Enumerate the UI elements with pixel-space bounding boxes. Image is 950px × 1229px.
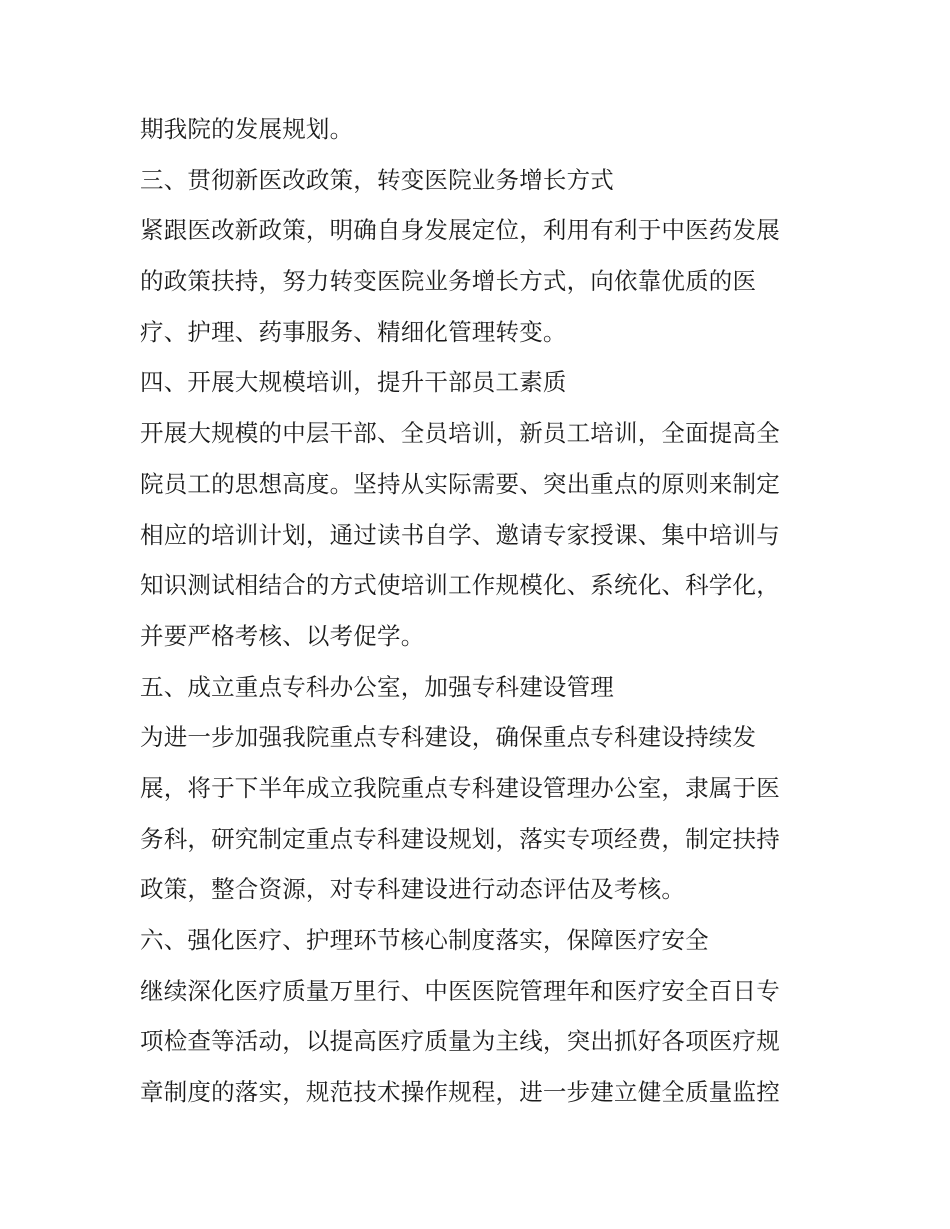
paragraph-line: 务科，研究制定重点专科建设规划，落实专项经费，制定扶持	[140, 824, 780, 853]
document-body	[140, 104, 820, 1118]
paragraph-line: 政策，整合资源，对专科建设进行动态评估及考核。	[140, 875, 686, 904]
section-heading-6: 六、强化医疗、护理环节核心制度落实，保障医疗安全	[140, 926, 709, 954]
paragraph-line: 展，将于下半年成立我院重点专科建设管理办公室，隶属于医	[140, 773, 780, 802]
paragraph-line: 紧跟医改新政策，明确自身发展定位，利用有利于中医药发展	[140, 216, 780, 245]
paragraph-line: 疗、护理、药事服务、精细化管理转变。	[140, 317, 567, 346]
paragraph-line: 知识测试相结合的方式使培训工作规模化、系统化、科学化，	[140, 571, 780, 600]
section-heading-5: 五、成立重点专科办公室，加强专科建设管理	[140, 672, 614, 701]
paragraph-line: 项检查等活动，以提高医疗质量为主线，突出抓好各项医疗规	[140, 1027, 780, 1056]
section-heading-4: 四、开展大规模培训，提升干部员工素质	[140, 368, 567, 397]
paragraph-line: 的政策扶持，努力转变医院业务增长方式，向依靠优质的医	[140, 267, 757, 296]
paragraph-line: 期我院的发展规划。	[140, 115, 354, 143]
paragraph-line: 继续深化医疗质量万里行、中医医院管理年和医疗安全百日专	[140, 976, 780, 1005]
paragraph-line: 相应的培训计划，通过读书自学、邀请专家授课、集中培训与	[140, 520, 780, 549]
paragraph-line: 院员工的思想高度。坚持从实际需要、突出重点的原则来制定	[140, 469, 780, 498]
paragraph-line: 章制度的落实，规范技术操作规程，进一步建立健全质量监控	[140, 1078, 780, 1107]
paragraph-line: 并要严格考核、以考促学。	[140, 621, 425, 650]
paragraph-line: 开展大规模的中层干部、全员培训，新员工培训，全面提高全	[140, 419, 780, 448]
paragraph-line: 为进一步加强我院重点专科建设，确保重点专科建设持续发	[140, 723, 757, 752]
section-heading-3: 三、贯彻新医改政策，转变医院业务增长方式	[140, 165, 614, 194]
